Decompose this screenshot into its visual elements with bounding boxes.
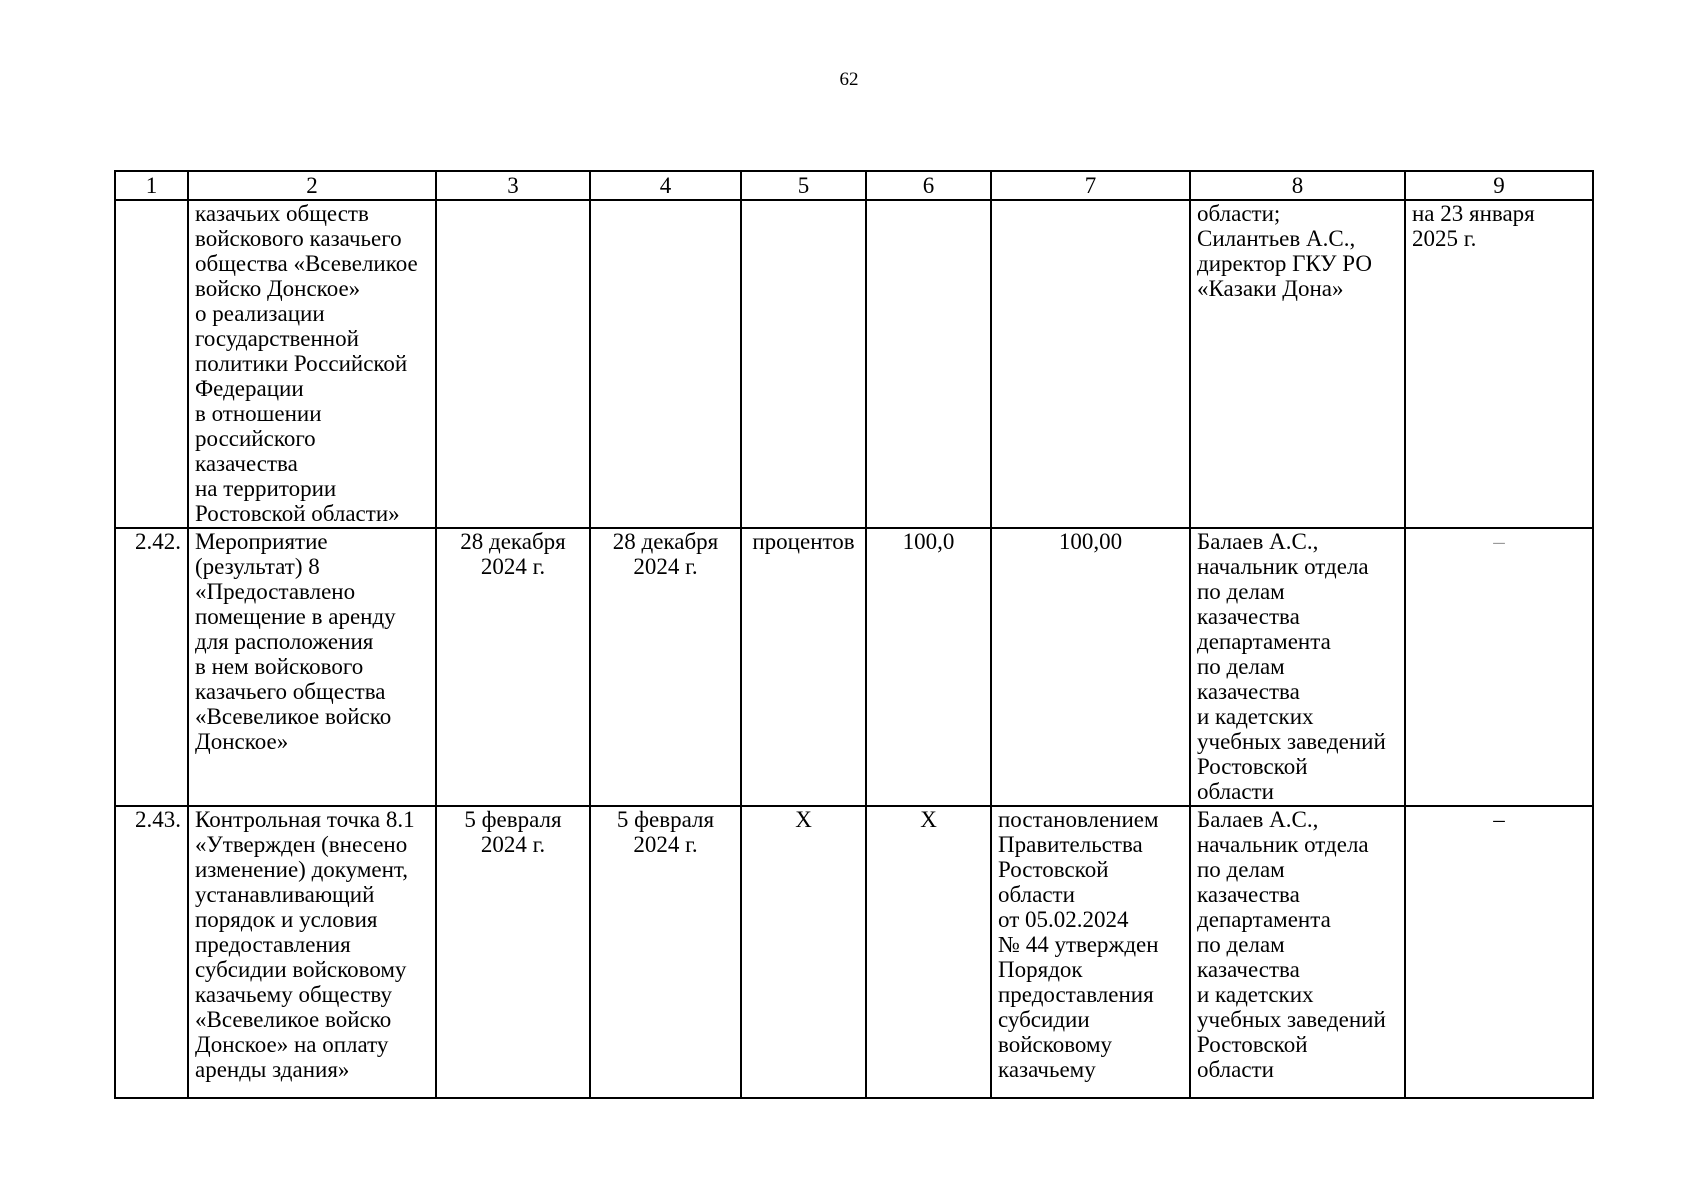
item-name: казачьих обществ войскового казачьего общества «Всевеликое войско Донское» о реализации государственной политики Российской Федерации в отношении российского казачества на территории Ростовской области»: [188, 200, 436, 528]
report-table: [114, 170, 1594, 1099]
unit: [741, 200, 866, 528]
planned-value: 100,0: [866, 528, 991, 806]
header-col-7: 7: [991, 171, 1190, 200]
planned-date: 28 декабря 2024 г.: [436, 528, 590, 806]
unit: процентов: [741, 528, 866, 806]
item-name: Мероприятие (результат) 8 «Предоставлено помещение в аренду для расположения в нем войскового казачьего общества «Всевеликое войско Донское»: [188, 528, 436, 806]
actual-date: [590, 200, 741, 528]
header-col-2: 2: [188, 171, 436, 200]
table-row: [115, 200, 1593, 528]
row-number: 2.42.: [115, 528, 188, 806]
row-number: [115, 200, 188, 528]
header-col-6: 6: [866, 171, 991, 200]
actual-date: 28 декабря 2024 г.: [590, 528, 741, 806]
header-col-3: 3: [436, 171, 590, 200]
responsible: области; Силантьев А.С., директор ГКУ РО «Казаки Дона»: [1190, 200, 1405, 528]
unit: Х: [741, 806, 866, 1098]
header-col-1: 1: [115, 171, 188, 200]
row-number: 2.43.: [115, 806, 188, 1098]
actual-date: 5 февраля 2024 г.: [590, 806, 741, 1098]
header-col-5: 5: [741, 171, 866, 200]
planned-value: [866, 200, 991, 528]
responsible: Балаев А.С., начальник отдела по делам казачества департамента по делам казачества и кадетских учебных заведений Ростовской области: [1190, 806, 1405, 1098]
table-row: [115, 528, 1593, 806]
header-col-8: 8: [1190, 171, 1405, 200]
note: –: [1405, 528, 1593, 806]
actual-value: [991, 200, 1190, 528]
actual-value: постановлением Правительства Ростовской области от 05.02.2024 № 44 утвержден Порядок предоставления субсидии войсковому казачьему: [991, 806, 1190, 1098]
responsible: Балаев А.С., начальник отдела по делам казачества департамента по делам казачества и кадетских учебных заведений Ростовской области: [1190, 528, 1405, 806]
header-col-9: 9: [1405, 171, 1593, 200]
note: –: [1405, 806, 1593, 1098]
table-row: [115, 806, 1593, 1098]
planned-date: [436, 200, 590, 528]
page-number: 62: [839, 69, 859, 90]
actual-value: 100,00: [991, 528, 1190, 806]
note: на 23 января 2025 г.: [1405, 200, 1593, 528]
header-row: [115, 171, 1593, 200]
planned-value: Х: [866, 806, 991, 1098]
planned-date: 5 февраля 2024 г.: [436, 806, 590, 1098]
item-name: Контрольная точка 8.1 «Утвержден (внесено изменение) документ, устанавливающий порядок и условия предоставления субсидии войсковому казачьему обществу «Всевеликое войско Донское» на оплату аренды здания»: [188, 806, 436, 1098]
header-col-4: 4: [590, 171, 741, 200]
